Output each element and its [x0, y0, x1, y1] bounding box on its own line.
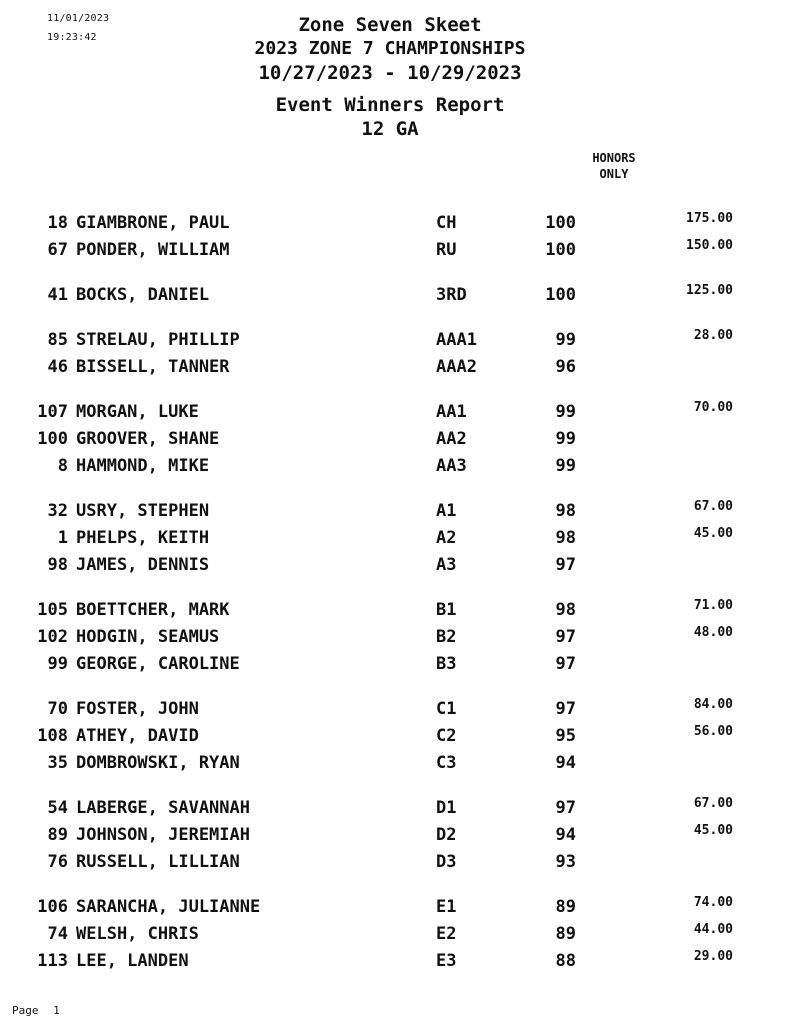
- shooter-number: 76: [47, 852, 68, 872]
- shooter-name: LEE, LANDEN: [76, 951, 189, 971]
- prize-amount: 74.00: [693, 895, 733, 910]
- event-gauge: 12 GA: [361, 118, 419, 140]
- class-label: AA3: [436, 456, 467, 476]
- page-footer: [12, 1004, 60, 1017]
- shooter-name: GIAMBRONE, PAUL: [76, 213, 230, 233]
- prize-amount: 28.00: [693, 328, 733, 343]
- page-number: 1: [53, 1004, 60, 1017]
- shooter-name: USRY, STEPHEN: [76, 501, 210, 521]
- class-label: B3: [436, 654, 457, 674]
- shooter-name: GROOVER, SHANE: [76, 429, 220, 449]
- shooter-number: 32: [47, 501, 68, 521]
- winner-row: [0, 456, 791, 480]
- score: 98: [555, 600, 576, 620]
- shooter-name: RUSSELL, LILLIAN: [76, 852, 240, 872]
- winner-row: [0, 798, 791, 822]
- only-label: ONLY: [599, 167, 629, 181]
- winner-row: [0, 897, 791, 921]
- score: 100: [545, 213, 576, 233]
- winner-row: [0, 852, 791, 876]
- class-label: B2: [436, 627, 457, 647]
- score: 99: [555, 456, 576, 476]
- class-label: CH: [436, 213, 457, 233]
- prize-amount: 84.00: [693, 697, 733, 712]
- shooter-number: 107: [37, 402, 68, 422]
- score: 97: [555, 654, 576, 674]
- class-label: B1: [436, 600, 457, 620]
- class-label: C1: [436, 699, 457, 719]
- class-label: A1: [436, 501, 457, 521]
- shooter-number: 106: [37, 897, 68, 917]
- shooter-number: 113: [37, 951, 68, 971]
- honors-only-header: [573, 150, 655, 182]
- shooter-name: FOSTER, JOHN: [76, 699, 199, 719]
- winner-row: [0, 924, 791, 948]
- shooter-number: 89: [47, 825, 68, 845]
- prize-amount: 67.00: [693, 499, 733, 514]
- prize-amount: 45.00: [693, 526, 733, 541]
- winner-row: [0, 528, 791, 552]
- score: 94: [555, 825, 576, 845]
- print-time: 19:23:42: [47, 32, 97, 43]
- shooter-number: 85: [47, 330, 68, 350]
- shooter-name: ATHEY, DAVID: [76, 726, 199, 746]
- shooter-name: SARANCHA, JULIANNE: [76, 897, 261, 917]
- shooter-name: STRELAU, PHILLIP: [76, 330, 240, 350]
- class-label: D1: [436, 798, 457, 818]
- winner-row: [0, 213, 791, 237]
- championship-name: 2023 ZONE 7 CHAMPIONSHIPS: [254, 38, 526, 59]
- winner-row: [0, 555, 791, 579]
- winner-row: [0, 600, 791, 624]
- winner-row: [0, 429, 791, 453]
- score: 94: [555, 753, 576, 773]
- shooter-name: HAMMOND, MIKE: [76, 456, 210, 476]
- winner-row: [0, 726, 791, 750]
- score: 89: [555, 924, 576, 944]
- print-date: 11/01/2023: [47, 13, 110, 24]
- winner-row: [0, 951, 791, 975]
- shooter-name: BISSELL, TANNER: [76, 357, 230, 377]
- event-dates: 10/27/2023 - 10/29/2023: [258, 62, 522, 84]
- shooter-name: PHELPS, KEITH: [76, 528, 210, 548]
- shooter-number: 41: [47, 285, 68, 305]
- class-label: RU: [436, 240, 457, 260]
- class-label: C2: [436, 726, 457, 746]
- shooter-number: 108: [37, 726, 68, 746]
- score: 97: [555, 555, 576, 575]
- shooter-number: 100: [37, 429, 68, 449]
- score: 98: [555, 501, 576, 521]
- winner-row: [0, 627, 791, 651]
- shooter-number: 98: [47, 555, 68, 575]
- shooter-number: 105: [37, 600, 68, 620]
- score: 95: [555, 726, 576, 746]
- score: 97: [555, 798, 576, 818]
- winner-row: [0, 357, 791, 381]
- shooter-number: 54: [47, 798, 68, 818]
- class-label: A3: [436, 555, 457, 575]
- prize-amount: 48.00: [693, 625, 733, 640]
- shooter-number: 46: [47, 357, 68, 377]
- prize-amount: 150.00: [686, 238, 733, 253]
- shooter-name: JOHNSON, JEREMIAH: [76, 825, 250, 845]
- shooter-number: 8: [57, 456, 68, 476]
- shooter-number: 35: [47, 753, 68, 773]
- prize-amount: 71.00: [693, 598, 733, 613]
- class-label: A2: [436, 528, 457, 548]
- shooter-name: JAMES, DENNIS: [76, 555, 210, 575]
- winner-row: [0, 699, 791, 723]
- shooter-number: 74: [47, 924, 68, 944]
- prize-amount: 175.00: [686, 211, 733, 226]
- shooter-name: WELSH, CHRIS: [76, 924, 199, 944]
- winner-row: [0, 825, 791, 849]
- winner-row: [0, 330, 791, 354]
- score: 99: [555, 429, 576, 449]
- score: 99: [555, 402, 576, 422]
- class-label: 3RD: [436, 285, 467, 305]
- report-name: Event Winners Report: [275, 94, 505, 116]
- class-label: E3: [436, 951, 457, 971]
- shooter-name: GEORGE, CAROLINE: [76, 654, 240, 674]
- score: 97: [555, 627, 576, 647]
- winner-row: [0, 753, 791, 777]
- class-label: AAA1: [436, 330, 477, 350]
- score: 97: [555, 699, 576, 719]
- class-label: D2: [436, 825, 457, 845]
- class-label: E2: [436, 924, 457, 944]
- shooter-number: 1: [57, 528, 68, 548]
- shooter-name: BOETTCHER, MARK: [76, 600, 230, 620]
- class-label: AA2: [436, 429, 467, 449]
- shooter-name: DOMBROWSKI, RYAN: [76, 753, 240, 773]
- prize-amount: 67.00: [693, 796, 733, 811]
- page-label: Page: [12, 1004, 39, 1017]
- shooter-name: PONDER, WILLIAM: [76, 240, 230, 260]
- winner-row: [0, 285, 791, 309]
- winner-row: [0, 402, 791, 426]
- score: 98: [555, 528, 576, 548]
- prize-amount: 29.00: [693, 949, 733, 964]
- winner-row: [0, 501, 791, 525]
- class-label: C3: [436, 753, 457, 773]
- shooter-number: 70: [47, 699, 68, 719]
- winner-row: [0, 240, 791, 264]
- prize-amount: 125.00: [686, 283, 733, 298]
- score: 89: [555, 897, 576, 917]
- prize-amount: 44.00: [693, 922, 733, 937]
- score: 88: [555, 951, 576, 971]
- shooter-number: 99: [47, 654, 68, 674]
- shooter-name: LABERGE, SAVANNAH: [76, 798, 250, 818]
- score: 99: [555, 330, 576, 350]
- class-label: AAA2: [436, 357, 477, 377]
- shooter-number: 67: [47, 240, 68, 260]
- honors-label: HONORS: [592, 151, 636, 165]
- score: 100: [545, 240, 576, 260]
- prize-amount: 45.00: [693, 823, 733, 838]
- shooter-name: MORGAN, LUKE: [76, 402, 199, 422]
- score: 100: [545, 285, 576, 305]
- prize-amount: 70.00: [693, 400, 733, 415]
- class-label: D3: [436, 852, 457, 872]
- winner-row: [0, 654, 791, 678]
- prize-amount: 56.00: [693, 724, 733, 739]
- shooter-name: BOCKS, DANIEL: [76, 285, 210, 305]
- class-label: AA1: [436, 402, 467, 422]
- score: 96: [555, 357, 576, 377]
- shooter-name: HODGIN, SEAMUS: [76, 627, 220, 647]
- score: 93: [555, 852, 576, 872]
- class-label: E1: [436, 897, 457, 917]
- report-title: Zone Seven Skeet: [298, 14, 482, 36]
- shooter-number: 102: [37, 627, 68, 647]
- shooter-number: 18: [47, 213, 68, 233]
